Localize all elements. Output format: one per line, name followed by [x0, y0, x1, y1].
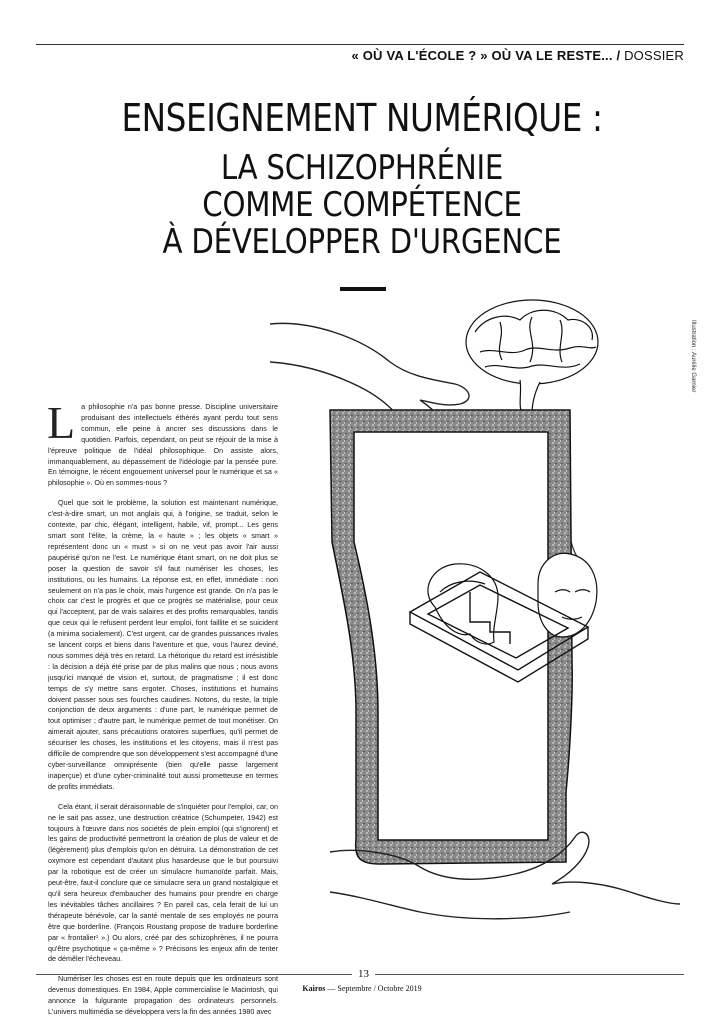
- paragraph-text: a philosophie n'a pas bonne presse. Discipline universitaire produisant des intellectuels éthérés ayant perdu tout sens commun, elle peine à ancrer ses discussions dans le quotidien. Parfois, cependant, on peut se réjouir de la mise à l'épreuve politique de l'idéal philosophique. On assiste alors, immanquablement, au dépassement de l'idéologie par la pensée pure. En témoigne, le récent engouement universel pour le numérique et sa « philosophie ». Où en sommes-nous ?: [48, 402, 278, 488]
- title-divider: [340, 287, 386, 291]
- article-title: ENSEIGNEMENT NUMÉRIQUE :: [121, 96, 603, 140]
- section-title: « OÙ VA L'ÉCOLE ? » OÙ VA LE RESTE... /: [351, 48, 621, 63]
- brain-icon: [466, 300, 598, 414]
- article-title-block: [0, 96, 724, 261]
- subtitle-line: COMME COMPÉTENCE: [202, 185, 522, 225]
- article-paragraph: [47, 397, 278, 489]
- tablet-brain-illustration: [270, 292, 680, 962]
- page-number: 13: [352, 968, 375, 980]
- magazine-name: Kairos: [302, 984, 326, 993]
- article-paragraph: Numériser les choses est en route depuis que les ordinateurs sont devenus domestiques. En 1984, Apple commercialise le Macintosh, qui annonce la fulgurante propagation des ordinateurs personnels. L'univers multimédia se développera vers la fin des années 1980 avec: [48, 974, 278, 1017]
- section-header: [352, 48, 685, 63]
- footer-publication: [0, 984, 724, 993]
- article-subtitle: [51, 150, 674, 261]
- drop-cap: L: [47, 397, 76, 448]
- subtitle-line: LA SCHIZOPHRÉNIE: [220, 148, 504, 188]
- article-body: [47, 397, 278, 1027]
- section-label: DOSSIER: [620, 48, 684, 63]
- header-rule: [36, 44, 684, 45]
- illustration-credit: Illustration : Aurélie Garnier: [690, 320, 696, 393]
- article-paragraph: Cela étant, il serait déraisonnable de s'inquiéter pour l'emploi, car, on ne le sait pas assez, une destruction créatrice (Schumpeter, 1942) est toujours à l'œuvre dans nos sociétés de plein emploi (qui s'ignorent) et les gains de productivité permettront la création de plus de valeur et de (légèrement) plus d'emplois qu'on en détruira. La démonstration de cet oxymore est cependant d'autant plus hasardeuse que le but poursuivi par la robotique est de créer un simulacre humanoïde parfait. Mais, peut-être, faut-il conclure que ce simulacre sera un grand nostalgique et qu'il sera heureux d'embaucher des humains pour prendre en charge les inévitables tâches ancillaires ? En pareil cas, cela ferait de lui un thérapeute bénévole, car la santé mentale de ses employés ne pourra être que borderline. (François Roustang propose de traduire borderline par « frontalier¹ ».) Ou alors, créé par des schizophrènes, il ne pourra qu'être psychotique « ça-même » ? Précisons les enjeux afin de tenter de démêler l'écheveau.: [48, 801, 278, 964]
- issue-date: — Septembre / Octobre 2019: [325, 984, 422, 993]
- subtitle-line: À DÉVELOPPER D'URGENCE: [162, 222, 562, 262]
- article-paragraph: Quel que soit le problème, la solution est maintenant numérique, c'est-à-dire smart, un mot anglais qui, à l'origine, se traduit, selon le contexte, par chic, élégant, intelligent, habile, vif, prompt... Les gens smart sont l'élite, la crème, la « haute » ; les objets « smart » représentent donc un « must » si on ne veut pas avoir l'air aussi paupérisé qu'on ne l'est. Le numérique étant smart, on ne doit plus se poser la question de savoir s'il faut numériser les choses, les institutions, ou les humains. La réponse est, en effet, immédiate : non seulement on n'a pas le choix, mais l'urgence est grande. On n'a pas le choix car c'est le progrès et que ce progrès se matérialise, pour ceux qui l'acceptent, par de vrais salaires et des profits remarquables, tandis que ceux qui le refusent perdent leur emploi, font faillite et se suicident (a minima socialement). C'est urgent, car de grandes puissances rivales se lancent corps et biens dans l'aventure et que, vous l'aurez deviné, nous sommes déjà très en retard. La rhétorique du retard est irrésistible : la décision a déjà été prise par de plus malins que nous ; nous avons jusqu'ici manqué de vision et, surtout, de pragmatisme ; il est donc temps de s'y mettre sans ergoter. Choses, institutions et humains doivent passer sous ses fourches caudines. Notons, du reste, la triple conjonction de deux arguments : d'une part, le numérique permet de tout optimiser ; d'autre part, le numérique permet de tout monétiser. On aimerait ajouter, sans précautions oratoires superflues, qu'il permet de sécuriser les choses, les institutions et les citoyens, mais il n'est pas difficile de comprendre que son développement s'est accompagné d'une cyber-surveillance omniprésente (bien qu'elle passe largement inaperçue) et d'une cyber-criminalité tout aussi prometteuse en termes de profits immédiats.: [48, 498, 278, 791]
- tablet-frame: [330, 410, 572, 864]
